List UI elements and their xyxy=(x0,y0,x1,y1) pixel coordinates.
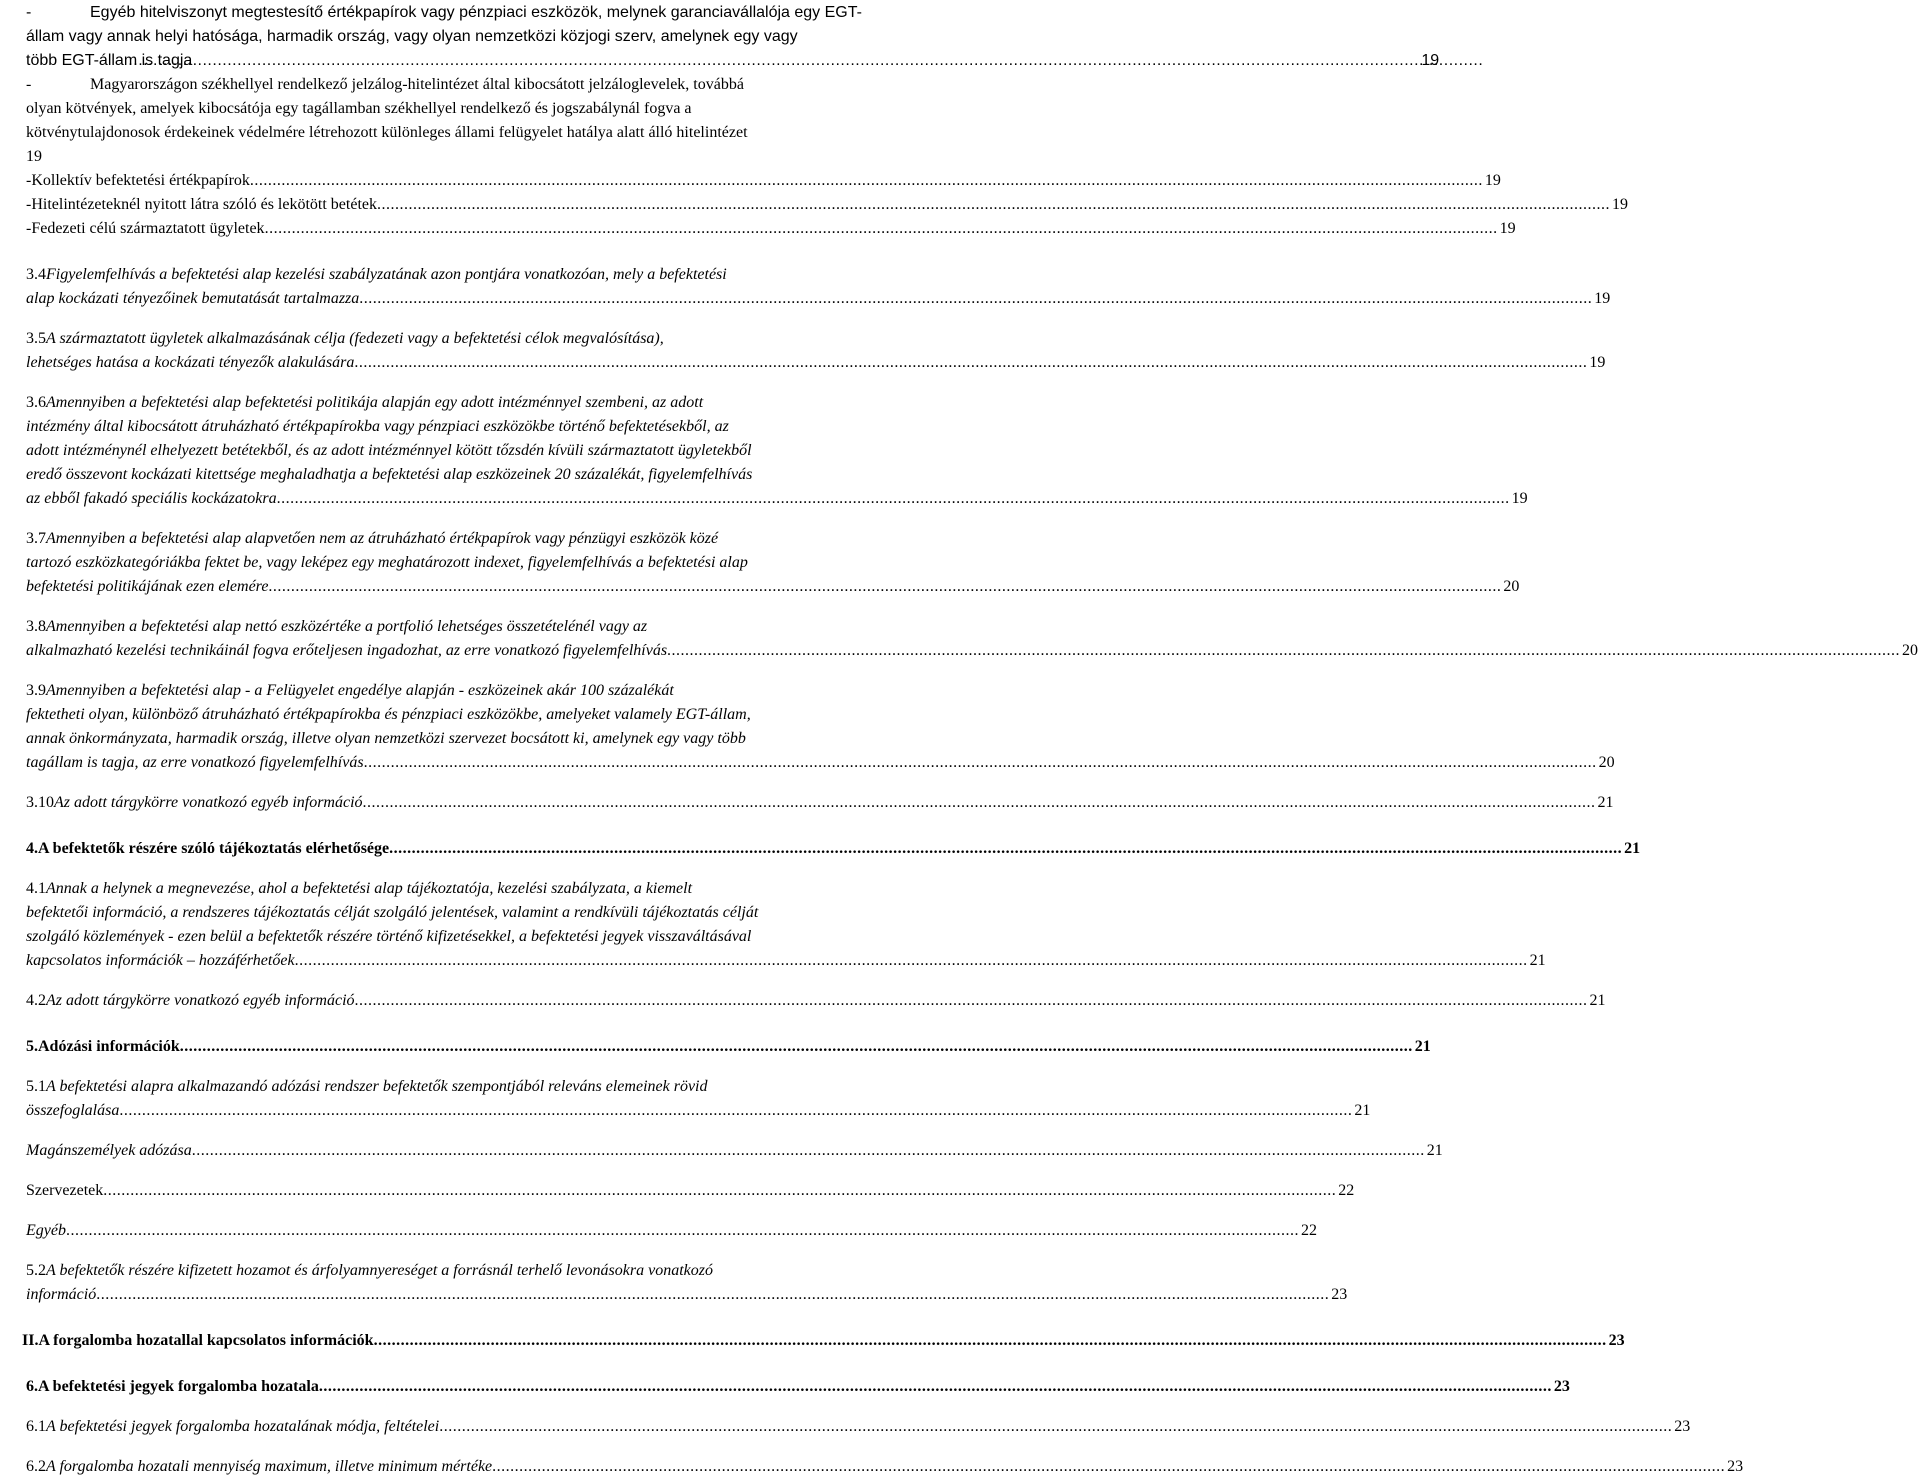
toc-leader-line xyxy=(26,1415,1691,1439)
page-number: 23 xyxy=(1674,1418,1691,1435)
page-number: 20 xyxy=(1902,642,1918,659)
page-number: 21 xyxy=(1354,1102,1371,1119)
dash-marker: - xyxy=(26,76,32,93)
toc-leader-line xyxy=(22,1329,1625,1353)
entry-text: szolgáló közlemények - ezen belül a befektetők részére történő kifizetésekkel, a befektetési jegyek visszaváltásával xyxy=(26,928,752,945)
toc-leader-line xyxy=(26,1219,1317,1243)
toc-entry[interactable] xyxy=(26,217,1516,241)
toc-line xyxy=(26,25,958,49)
toc-entry[interactable] xyxy=(26,391,1528,511)
page-number: 23 xyxy=(1727,1458,1744,1475)
entry-title: információ xyxy=(26,1286,97,1303)
entry-text xyxy=(38,1375,319,1399)
toc-line xyxy=(26,727,958,751)
toc-entry[interactable] xyxy=(26,1259,1348,1307)
toc-entry[interactable] xyxy=(26,1139,1443,1163)
dot-leader xyxy=(389,837,1622,861)
section-number: 3.5 xyxy=(26,330,46,347)
toc-entry[interactable] xyxy=(26,837,1641,861)
page-number: 19 xyxy=(1594,290,1611,307)
page-number: 19 xyxy=(1421,52,1440,69)
page-number: 20 xyxy=(1503,578,1520,595)
toc-leader-line xyxy=(26,1099,1371,1123)
entry-text: kötvénytulajdonosok érdekeinek védelmére létrehozott különleges állami felügyelet hatálya alatt álló hitelintézet xyxy=(26,124,748,141)
toc-leader-line xyxy=(26,217,1516,241)
section-number: 6. xyxy=(26,1378,38,1395)
toc-leader-line xyxy=(26,751,1615,775)
dash-marker: - xyxy=(26,196,32,213)
toc-line xyxy=(26,391,958,415)
page-number: 19 xyxy=(26,148,42,165)
toc-entry[interactable] xyxy=(22,1329,1625,1353)
page-number: 19 xyxy=(1511,490,1528,507)
dot-leader xyxy=(96,1283,1329,1307)
page-number: 21 xyxy=(1597,794,1614,811)
entry-text: Amennyiben a befektetési alap - a Felügyelet engedélye alapján - eszközeinek akár 100 százalékát xyxy=(46,682,674,699)
toc-leader-line xyxy=(26,169,1501,193)
toc-leader-line xyxy=(26,1139,1443,1163)
entry-text: Figyelemfelhívás a befektetési alap kezelési szabályzatának azon pontjára vonatkozóan, mely a befektetési xyxy=(46,266,727,283)
toc-line xyxy=(26,1075,958,1099)
section-number: 3.4 xyxy=(26,266,46,283)
toc-entry[interactable] xyxy=(26,1219,1317,1243)
entry-text xyxy=(38,1329,373,1353)
toc-line xyxy=(26,263,958,287)
section-number: 4. xyxy=(26,840,38,857)
entry-text xyxy=(26,1219,66,1243)
entry-title: összefoglalása xyxy=(26,1102,120,1119)
entry-text xyxy=(38,837,389,861)
toc-line xyxy=(26,121,958,145)
entry-text xyxy=(46,1415,439,1439)
toc-leader-line xyxy=(26,837,1641,861)
entry-text: befektetői információ, a rendszeres tájékoztatás célját szolgáló jelentések, valamint a rendkívüli tájékoztatás célját xyxy=(26,904,759,921)
section-number: 3.9 xyxy=(26,682,46,699)
page-number: 21 xyxy=(1426,1142,1443,1159)
dot-leader xyxy=(192,49,1483,73)
entry-text: Egyéb hitelviszonyt megtestesítő értékpapírok vagy pénzpiaci eszközök, melynek garanciavállalója egy EGT- xyxy=(90,4,862,21)
toc-entry[interactable] xyxy=(26,169,1501,193)
toc-leader-line xyxy=(26,1035,1431,1059)
entry-text xyxy=(26,1283,96,1307)
section-number: II. xyxy=(22,1332,39,1349)
dash-marker: - xyxy=(26,172,32,189)
entry-text xyxy=(26,1139,192,1163)
entry-text xyxy=(38,1035,180,1059)
entry-title: több EGT-állam is tagja xyxy=(26,52,193,69)
section-number: 3.7 xyxy=(26,530,46,547)
toc-line xyxy=(26,415,958,439)
page-number: 19 xyxy=(1589,354,1606,371)
page-number: 23 xyxy=(1608,1332,1625,1349)
page-number: 22 xyxy=(1300,1222,1317,1239)
page-number: 23 xyxy=(1331,1286,1348,1303)
toc-line xyxy=(26,1,958,25)
dash-marker: - xyxy=(26,220,32,237)
entry-text xyxy=(31,217,264,241)
toc-line xyxy=(26,1259,958,1283)
section-number: 3.6 xyxy=(26,394,46,411)
toc-line xyxy=(26,703,958,727)
entry-text: olyan kötvények, amelyek kibocsátója egy tagállamban székhellyel rendelkező és jogszabálynál fogva a xyxy=(26,100,692,117)
entry-text xyxy=(26,351,354,375)
toc-entry[interactable] xyxy=(26,791,1614,815)
dot-leader xyxy=(319,1375,1552,1399)
entry-text: A befektetők részére kifizetett hozamot és árfolyamnyereséget a forrásnál terhelő levonásokra vonatkozó xyxy=(46,1262,713,1279)
toc-line xyxy=(26,439,958,463)
toc-entry[interactable] xyxy=(26,1179,1355,1203)
entry-text: Amennyiben a befektetési alap alapvetően nem az átruházható értékpapírok vagy pénzügyi eszközök közé xyxy=(46,530,719,547)
toc-line xyxy=(26,551,958,575)
dot-leader xyxy=(364,751,1597,775)
toc-leader-line xyxy=(26,791,1614,815)
entry-title: Fedezeti célú származtatott ügyletek xyxy=(31,220,265,237)
toc-entry[interactable] xyxy=(26,679,1615,775)
section-number: 4.2 xyxy=(26,992,46,1009)
entry-text xyxy=(26,287,359,311)
toc-line xyxy=(26,527,958,551)
entry-title: alap kockázati tényezőinek bemutatását tartalmazza xyxy=(26,290,360,307)
toc-line xyxy=(26,877,958,901)
entry-text: A származtatott ügyletek alkalmazásának célja (fedezeti vagy a befektetési célok megvalósítása), xyxy=(46,330,664,347)
page-number: 21 xyxy=(1624,840,1641,857)
toc-line xyxy=(26,925,958,949)
entry-title: Hitelintézeteknél nyitott látra szóló és lekötött betétek xyxy=(31,196,377,213)
entry-title: az ebből fakadó speciális kockázatokra xyxy=(26,490,277,507)
toc-leader-line xyxy=(26,287,1611,311)
entry-title: A befektetési jegyek forgalomba hozatalának módja, feltételei xyxy=(46,1418,440,1435)
entry-title: A forgalomba hozatali mennyiség maximum, illetve minimum mértéke xyxy=(46,1458,493,1475)
toc-entry[interactable] xyxy=(26,193,1628,217)
dot-leader xyxy=(354,351,1587,375)
toc-entry[interactable] xyxy=(26,1375,1570,1399)
dot-leader xyxy=(180,1035,1413,1059)
entry-text: Amennyiben a befektetési alap befektetési politikája alapján egy adott intézménnyel szembeni, az adott xyxy=(46,394,704,411)
entry-text xyxy=(26,639,667,663)
toc-leader-line xyxy=(26,949,1546,973)
entry-text: annak önkormányzata, harmadik ország, illetve olyan nemzetközi szervezet bocsátott ki, amelynek egy vagy több xyxy=(26,730,746,747)
toc-leader-line xyxy=(26,487,1528,511)
entry-text: adott intézménynél elhelyezett betétekből, és az adott intézménnyel kötött tőzsdén kívüli származtatott ügyletekből xyxy=(26,442,752,459)
toc-leader-line xyxy=(26,193,1628,217)
entry-text xyxy=(26,1179,103,1203)
dot-leader xyxy=(355,989,1588,1013)
entry-text xyxy=(26,949,295,973)
toc-leader-line xyxy=(26,1179,1355,1203)
dot-leader xyxy=(277,487,1510,511)
toc-leader-line xyxy=(26,639,1918,663)
section-number: 5. xyxy=(26,1038,38,1055)
entry-text xyxy=(26,575,268,599)
dot-leader xyxy=(250,169,1483,193)
entry-title: Adózási információk xyxy=(38,1038,180,1055)
toc-entry[interactable] xyxy=(26,615,1918,663)
toc-entry[interactable] xyxy=(26,1035,1431,1059)
dash-marker: - xyxy=(26,4,32,21)
toc-line xyxy=(26,463,958,487)
entry-title: Az adott tárgykörre vonatkozó egyéb információ xyxy=(54,794,363,811)
section-number: 6.1 xyxy=(26,1418,46,1435)
entry-text xyxy=(31,193,377,217)
entry-text: állam vagy annak helyi hatósága, harmadik ország, vagy olyan nemzetközi közjogi szerv, amelynek egy vagy xyxy=(26,28,798,45)
toc-entry[interactable] xyxy=(26,989,1606,1013)
dot-leader xyxy=(268,575,1501,599)
entry-text: A befektetési alapra alkalmazandó adózási rendszer befektetők szempontjából releváns elemeinek rövid xyxy=(46,1078,708,1095)
page-number: 21 xyxy=(1414,1038,1431,1055)
dot-leader xyxy=(66,1219,1299,1243)
toc-leader-line xyxy=(26,575,1520,599)
entry-title: tagállam is tagja, az erre vonatkozó figyelemfelhívás xyxy=(26,754,364,771)
toc-leader-line xyxy=(26,989,1606,1013)
section-number: 6.2 xyxy=(26,1458,46,1475)
toc-line xyxy=(26,679,958,703)
section-number: 5.1 xyxy=(26,1078,46,1095)
dot-leader xyxy=(667,639,1900,663)
toc-line xyxy=(26,73,958,97)
dot-leader xyxy=(265,217,1498,241)
toc-entry[interactable] xyxy=(26,1415,1691,1439)
page-number: 19 xyxy=(1484,172,1501,189)
entry-text: intézmény által kibocsátott átruházható értékpapírokba vagy pénzpiaci eszközökbe történő befektetésekből, az xyxy=(26,418,729,435)
toc-leader-line xyxy=(26,1283,1348,1307)
toc-line xyxy=(26,327,958,351)
entry-text xyxy=(46,989,355,1013)
section-number: 3.10 xyxy=(26,794,54,811)
page-number: 19 xyxy=(1499,220,1516,237)
toc-entry[interactable] xyxy=(26,263,1611,311)
entry-title: Magánszemélyek adózása xyxy=(26,1142,192,1159)
entry-title: Egyéb xyxy=(26,1222,66,1239)
entry-text xyxy=(26,751,364,775)
section-number: 4.1 xyxy=(26,880,46,897)
entry-title: befektetési politikájának ezen elemére xyxy=(26,578,269,595)
toc-leader-line xyxy=(26,1375,1570,1399)
dot-leader xyxy=(359,287,1592,311)
toc-entry[interactable] xyxy=(26,877,1546,973)
toc-entry[interactable] xyxy=(26,327,1606,375)
page-number: 23 xyxy=(1553,1378,1570,1395)
entry-text: Magyarországon székhellyel rendelkező jelzálog-hitelintézet által kibocsátott jelzáloglevelek, továbbá xyxy=(90,76,744,93)
toc-leader-line xyxy=(26,1455,1744,1479)
entry-text: tartozó eszközkategóriákba fektet be, vagy leképez egy meghatározott indexet, figyelemfelhívás a befektetési alap xyxy=(26,554,748,571)
page-number: 21 xyxy=(1589,992,1606,1009)
dot-leader xyxy=(119,1099,1352,1123)
entry-text xyxy=(26,487,277,511)
toc-leader-line xyxy=(26,49,1440,73)
page-number: 19 xyxy=(1612,196,1628,213)
entry-text xyxy=(26,1099,119,1123)
toc-line xyxy=(26,97,958,121)
dot-leader xyxy=(363,791,1596,815)
toc-entry[interactable] xyxy=(26,1455,1744,1479)
toc-entry[interactable] xyxy=(26,1,1440,73)
entry-title: alkalmazható kezelési technikáinál fogva erőteljesen ingadozhat, az erre vonatkozó figyelemfelhívás xyxy=(26,642,668,659)
dot-leader xyxy=(439,1415,1672,1439)
entry-title: Szervezetek xyxy=(26,1182,104,1199)
entry-text xyxy=(54,791,363,815)
toc-line xyxy=(26,901,958,925)
dot-leader xyxy=(295,949,1528,973)
entry-title: A befektetők részére szóló tájékoztatás elérhetősége xyxy=(38,840,390,857)
entry-text: fektetheti olyan, különböző átruházható értékpapírokba és pénzpiaci eszközökbe, amelyeket valamely EGT-állam, xyxy=(26,706,751,723)
page-number: 21 xyxy=(1529,952,1546,969)
toc-line xyxy=(26,615,958,639)
entry-text: Annak a helynek a megnevezése, ahol a befektetési alap tájékoztatója, kezelési szabályzata, a kiemelt xyxy=(46,880,693,897)
dot-leader xyxy=(377,193,1610,217)
toc-entry[interactable] xyxy=(26,73,958,169)
section-number: 5.2 xyxy=(26,1262,46,1279)
page-number: 22 xyxy=(1338,1182,1355,1199)
entry-title: lehetséges hatása a kockázati tényezők alakulására xyxy=(26,354,355,371)
entry-title: Kollektív befektetési értékpapírok xyxy=(31,172,250,189)
dot-leader xyxy=(192,1139,1425,1163)
entry-title: Az adott tárgykörre vonatkozó egyéb információ xyxy=(46,992,355,1009)
entry-text: eredő összevont kockázati kitettsége meghaladhatja a befektetési alap eszközeinek 20 százalékát, figyelemfelhívás xyxy=(26,466,753,483)
section-number: 3.8 xyxy=(26,618,46,635)
page-number: 20 xyxy=(1598,754,1615,771)
entry-title: A forgalomba hozatallal kapcsolatos információk xyxy=(38,1332,374,1349)
dot-leader xyxy=(492,1455,1725,1479)
dot-leader xyxy=(374,1329,1607,1353)
entry-text xyxy=(46,1455,492,1479)
entry-title: A befektetési jegyek forgalomba hozatala xyxy=(38,1378,319,1395)
entry-text xyxy=(31,169,250,193)
toc-leader-line xyxy=(26,351,1606,375)
dot-leader xyxy=(103,1179,1336,1203)
toc-entry[interactable] xyxy=(26,1075,1371,1123)
toc-entry[interactable] xyxy=(26,527,1520,599)
entry-text: Amennyiben a befektetési alap nettó eszközértéke a portfolió lehetséges összetételénél vagy az xyxy=(46,618,648,635)
entry-title: kapcsolatos információk – hozzáférhetőek xyxy=(26,952,295,969)
